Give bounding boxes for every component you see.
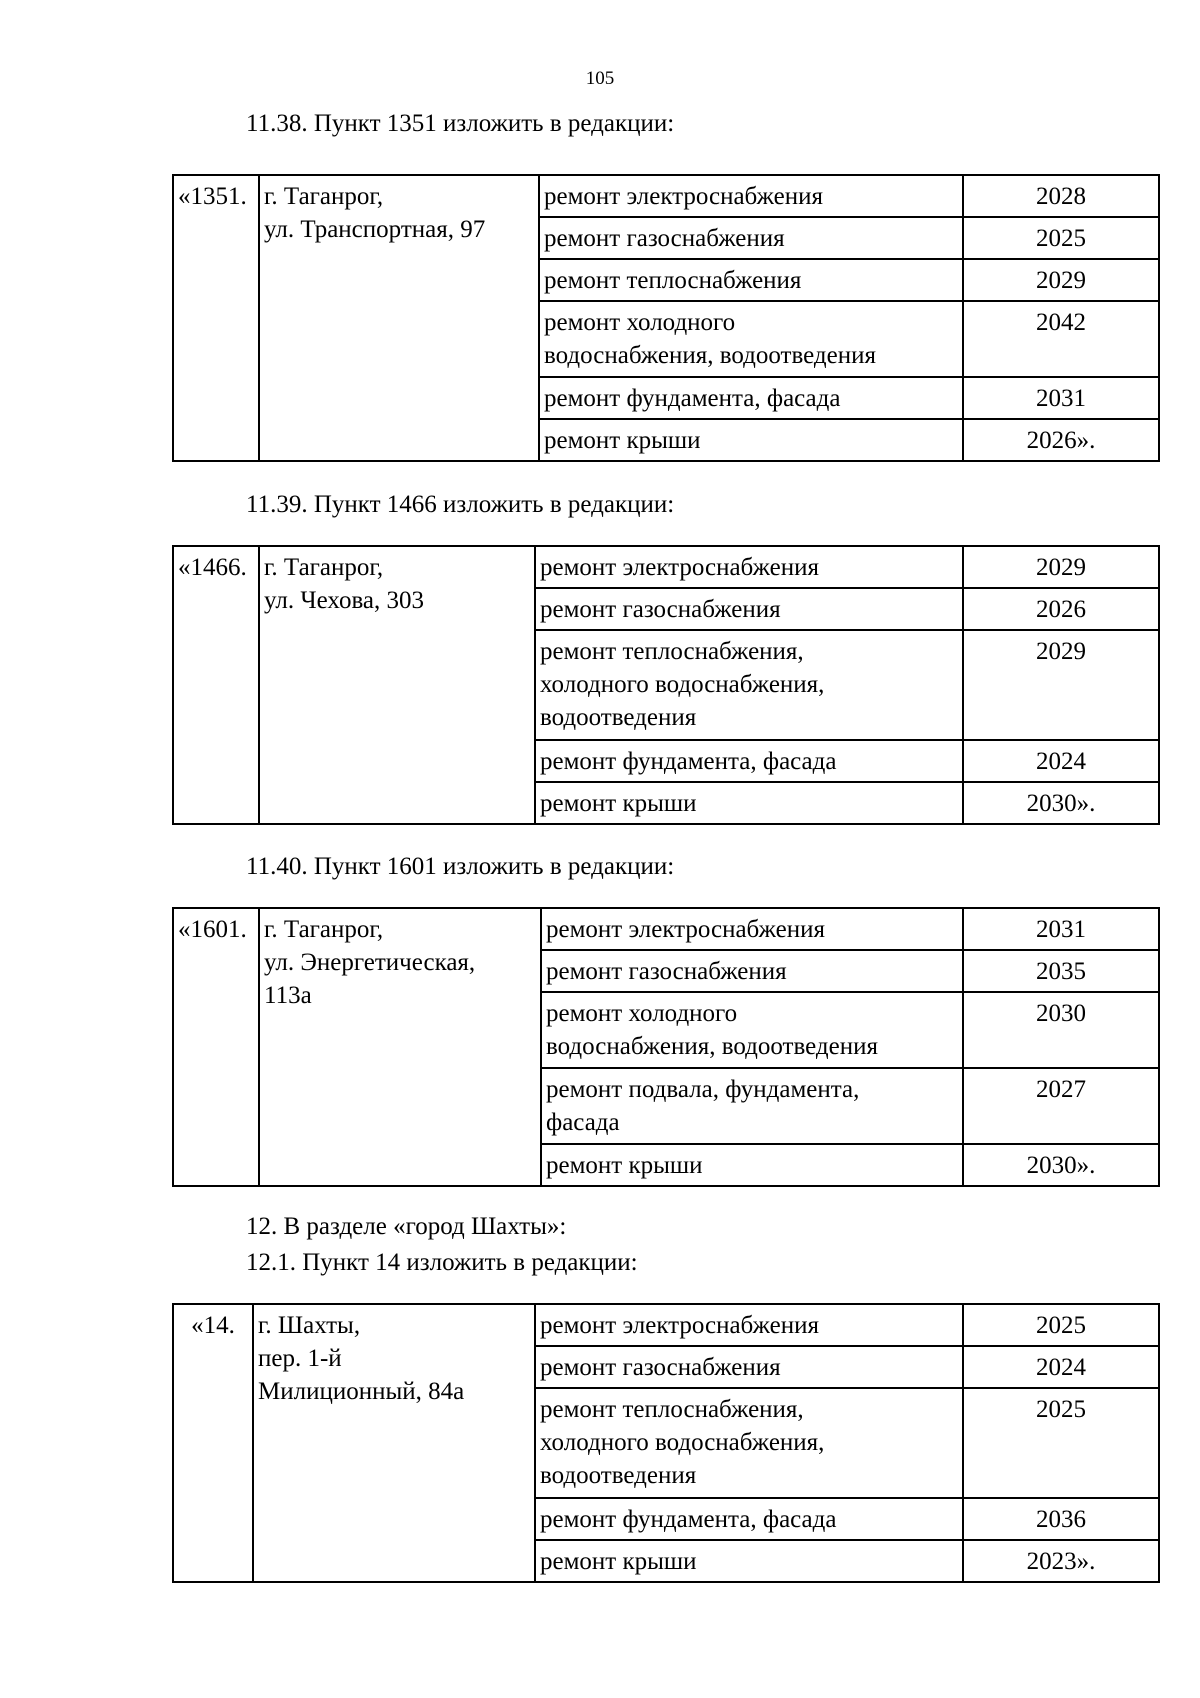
work-type-cell: ремонт теплоснабжения, холодного водоснабжения, водоотведения (535, 630, 963, 740)
work-type-cell: ремонт фундамента, фасада (539, 377, 963, 419)
table-item-1601 (172, 907, 1160, 1187)
work-type-cell: ремонт теплоснабжения (539, 259, 963, 301)
year-cell: 2030». (963, 782, 1159, 824)
year-cell: 2027 (963, 1068, 1159, 1144)
amendment-heading-14: 12.1. Пункт 14 изложить в редакции: (246, 1249, 638, 1276)
year-cell: 2042 (963, 301, 1159, 377)
work-type-cell: ремонт крыши (535, 782, 963, 824)
year-cell: 2031 (963, 908, 1159, 950)
page-number: 105 (585, 68, 615, 89)
year-cell: 2030». (963, 1144, 1159, 1186)
work-type-cell: ремонт фундамента, фасада (535, 740, 963, 782)
year-cell: 2024 (963, 1346, 1159, 1388)
table-row (173, 1304, 1159, 1346)
work-type-cell: ремонт электроснабжения (541, 908, 963, 950)
table-row (173, 546, 1159, 588)
address-cell: г. Шахты, пер. 1-й Милиционный, 84а (253, 1304, 535, 1582)
address-cell: г. Таганрог, ул. Энергетическая, 113а (259, 908, 541, 1186)
year-cell: 2036 (963, 1498, 1159, 1540)
table-item-1466 (172, 545, 1160, 825)
year-cell: 2028 (963, 175, 1159, 217)
work-type-cell: ремонт теплоснабжения, холодного водоснабжения, водоотведения (535, 1388, 963, 1498)
year-cell: 2023». (963, 1540, 1159, 1582)
table-item-1351 (172, 174, 1160, 462)
work-type-cell: ремонт крыши (535, 1540, 963, 1582)
item-number: «1601. (173, 908, 259, 1186)
work-type-cell: ремонт крыши (539, 419, 963, 461)
address-cell: г. Таганрог, ул. Чехова, 303 (259, 546, 535, 824)
work-type-cell: ремонт крыши (541, 1144, 963, 1186)
amendment-heading-1351: 11.38. Пункт 1351 изложить в редакции: (246, 110, 675, 137)
table-item-14 (172, 1303, 1160, 1583)
work-type-cell: ремонт электроснабжения (535, 546, 963, 588)
work-type-cell: ремонт газоснабжения (535, 1346, 963, 1388)
address-cell: г. Таганрог, ул. Транспортная, 97 (259, 175, 539, 461)
work-type-cell: ремонт газоснабжения (539, 217, 963, 259)
section-heading-shakhty: 12. В разделе «город Шахты»: (246, 1213, 567, 1240)
year-cell: 2031 (963, 377, 1159, 419)
work-type-cell: ремонт электроснабжения (539, 175, 963, 217)
year-cell: 2029 (963, 630, 1159, 740)
year-cell: 2025 (963, 1304, 1159, 1346)
item-number: «1466. (173, 546, 259, 824)
year-cell: 2025 (963, 217, 1159, 259)
work-type-cell: ремонт газоснабжения (541, 950, 963, 992)
work-type-cell: ремонт холодного водоснабжения, водоотведения (539, 301, 963, 377)
year-cell: 2035 (963, 950, 1159, 992)
year-cell: 2024 (963, 740, 1159, 782)
item-number: «14. (173, 1304, 253, 1582)
work-type-cell: ремонт электроснабжения (535, 1304, 963, 1346)
amendment-heading-1601: 11.40. Пункт 1601 изложить в редакции: (246, 853, 675, 880)
item-number: «1351. (173, 175, 259, 461)
year-cell: 2025 (963, 1388, 1159, 1498)
table-row (173, 175, 1159, 217)
year-cell: 2030 (963, 992, 1159, 1068)
amendment-heading-1466: 11.39. Пункт 1466 изложить в редакции: (246, 491, 675, 518)
work-type-cell: ремонт подвала, фундамента, фасада (541, 1068, 963, 1144)
year-cell: 2026». (963, 419, 1159, 461)
year-cell: 2029 (963, 546, 1159, 588)
year-cell: 2029 (963, 259, 1159, 301)
work-type-cell: ремонт холодного водоснабжения, водоотведения (541, 992, 963, 1068)
work-type-cell: ремонт фундамента, фасада (535, 1498, 963, 1540)
work-type-cell: ремонт газоснабжения (535, 588, 963, 630)
year-cell: 2026 (963, 588, 1159, 630)
table-row (173, 908, 1159, 950)
